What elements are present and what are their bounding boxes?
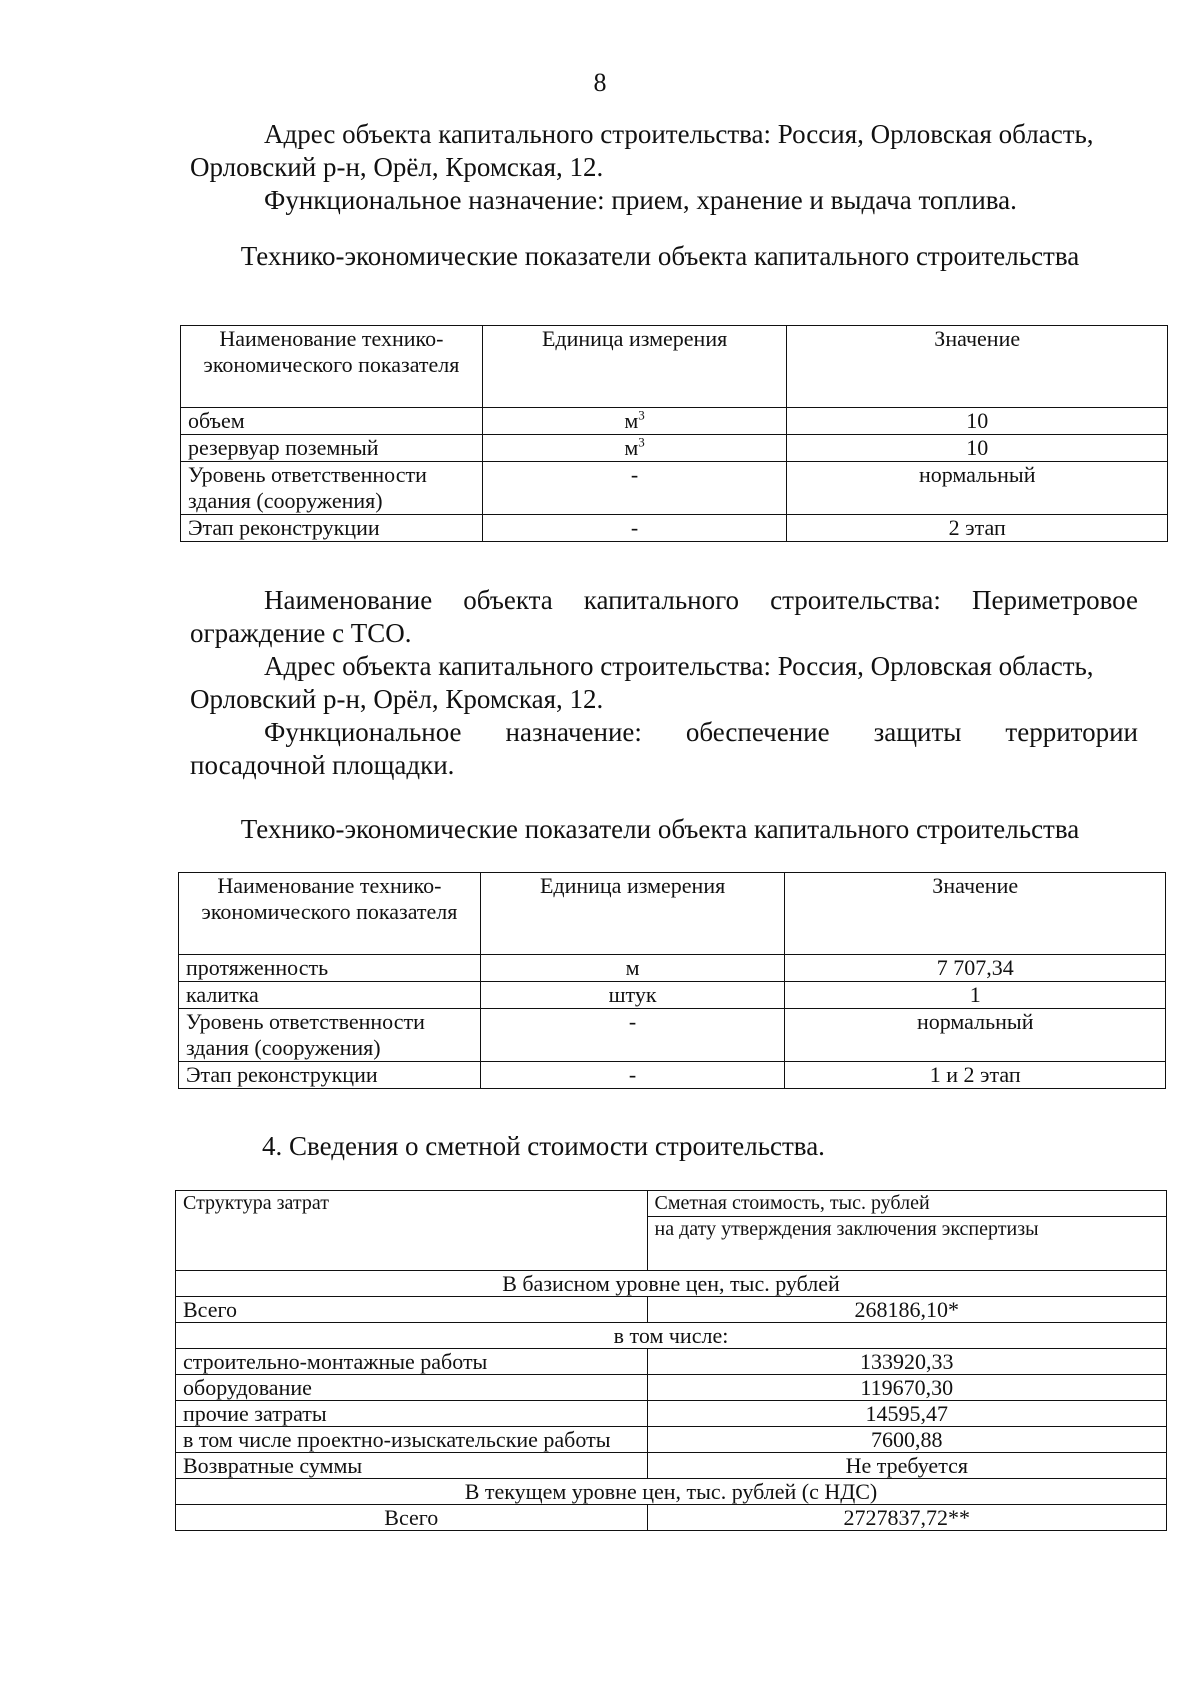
row-unit: - xyxy=(480,1009,785,1062)
row-value: 7 707,34 xyxy=(785,955,1166,982)
row-value: 1 и 2 этап xyxy=(785,1062,1166,1089)
header-indicator-name: Наименование технико-экономического показателя xyxy=(179,873,481,955)
row-unit: $м^3$ xyxy=(482,435,787,462)
cost-table xyxy=(175,1190,1167,1531)
including-caption: в том числе: xyxy=(176,1323,1167,1349)
table-row xyxy=(176,1427,1167,1453)
row-name: Уровень ответственности здания (сооружения) xyxy=(181,462,483,515)
row-value: 2 этап xyxy=(787,515,1168,542)
tep-heading-2: Технико-экономические показатели объекта капитального строительства xyxy=(240,814,1080,844)
row-name: резервуар поземный xyxy=(181,435,483,462)
cost-item-label: оборудование xyxy=(176,1375,648,1401)
row-value: 10 xyxy=(787,435,1168,462)
base-level-row xyxy=(176,1271,1167,1297)
object1-address-line1: Адрес объекта капитального строительства: Россия, Орловская область, xyxy=(264,119,1094,149)
row-name: Уровень ответственности здания (сооружения) xyxy=(179,1009,481,1062)
cost-header-row xyxy=(176,1191,1167,1217)
row-name: Этап реконструкции xyxy=(181,515,483,542)
object2-name-line2: ограждение с ТСО. xyxy=(190,618,412,648)
cost-item-label: строительно-монтажные работы xyxy=(176,1349,648,1375)
base-level-caption: В базисном уровне цен, тыс. рублей xyxy=(176,1271,1167,1297)
current-level-row xyxy=(176,1479,1167,1505)
table-row xyxy=(176,1349,1167,1375)
cost-item-label: Возвратные суммы xyxy=(176,1453,648,1479)
row-name: калитка xyxy=(179,982,481,1009)
header-cost-structure: Структура затрат xyxy=(176,1191,648,1271)
page-number: 8 xyxy=(593,68,607,97)
current-level-caption: В текущем уровне цен, тыс. рублей (с НДС) xyxy=(176,1479,1167,1505)
table-header-row xyxy=(181,326,1168,408)
cost-item-value: 119670,30 xyxy=(647,1375,1166,1401)
table-row xyxy=(181,462,1168,515)
cost-item-label: прочие затраты xyxy=(176,1401,648,1427)
current-total-value: 2727837,72** xyxy=(647,1505,1166,1531)
total-label: Всего xyxy=(176,1297,648,1323)
tep-table-2 xyxy=(178,872,1166,1089)
cost-item-value: 7600,88 xyxy=(647,1427,1166,1453)
current-total-label: Всего xyxy=(176,1505,648,1531)
section-4-title: 4. Сведения о сметной стоимости строительства. xyxy=(262,1131,825,1161)
object2-purpose-line2: посадочной площадки. xyxy=(190,750,455,780)
tep-table-1 xyxy=(180,325,1168,542)
object2-name-line1: Наименование объекта капитального строительства: Периметровое xyxy=(264,585,1138,615)
table-row xyxy=(179,982,1166,1009)
row-name: протяженность xyxy=(179,955,481,982)
object2-purpose-line1: Функциональное назначение: обеспечение защиты территории xyxy=(264,717,1138,747)
cost-item-value: 133920,33 xyxy=(647,1349,1166,1375)
row-value: нормальный xyxy=(785,1009,1166,1062)
cost-item-label: в том числе проектно-изыскательские работы xyxy=(176,1427,648,1453)
header-value: Значение xyxy=(785,873,1166,955)
row-value: 1 xyxy=(785,982,1166,1009)
header-unit: Единица измерения xyxy=(480,873,785,955)
total-value: 268186,10* xyxy=(647,1297,1166,1323)
row-unit: штук xyxy=(480,982,785,1009)
row-unit: $м^3$ xyxy=(482,408,787,435)
row-name: объем xyxy=(181,408,483,435)
object2-address-line2: Орловский р-н, Орёл, Кромская, 12. xyxy=(190,684,604,714)
header-value: Значение xyxy=(787,326,1168,408)
total-row xyxy=(176,1297,1167,1323)
row-value: 10 xyxy=(787,408,1168,435)
row-value: нормальный xyxy=(787,462,1168,515)
table-row xyxy=(181,435,1168,462)
table-row xyxy=(179,955,1166,982)
object2-address-line1: Адрес объекта капитального строительства: Россия, Орловская область, xyxy=(264,651,1094,681)
row-unit: - xyxy=(482,515,787,542)
current-total-row xyxy=(176,1505,1167,1531)
header-indicator-name: Наименование технико-экономического показателя xyxy=(181,326,483,408)
row-unit: - xyxy=(480,1062,785,1089)
header-estimated-cost: Сметная стоимость, тыс. рублей xyxy=(647,1191,1166,1217)
table-row xyxy=(176,1375,1167,1401)
object1-address-line2: Орловский р-н, Орёл, Кромская, 12. xyxy=(190,152,604,182)
row-unit: - xyxy=(482,462,787,515)
table-row xyxy=(176,1453,1167,1479)
cost-item-value: 14595,47 xyxy=(647,1401,1166,1427)
table-row xyxy=(179,1009,1166,1062)
header-unit: Единица измерения xyxy=(482,326,787,408)
table-row xyxy=(176,1401,1167,1427)
including-row xyxy=(176,1323,1167,1349)
object1-purpose: Функциональное назначение: прием, хранение и выдача топлива. xyxy=(264,185,1017,215)
table-row xyxy=(179,1062,1166,1089)
tep-heading-1: Технико-экономические показатели объекта капитального строительства xyxy=(240,241,1080,271)
table-row xyxy=(181,408,1168,435)
table-row xyxy=(181,515,1168,542)
table-header-row xyxy=(179,873,1166,955)
header-approval-date: на дату утверждения заключения экспертизы xyxy=(647,1217,1166,1271)
row-unit: м xyxy=(480,955,785,982)
cost-item-value: Не требуется xyxy=(647,1453,1166,1479)
row-name: Этап реконструкции xyxy=(179,1062,481,1089)
